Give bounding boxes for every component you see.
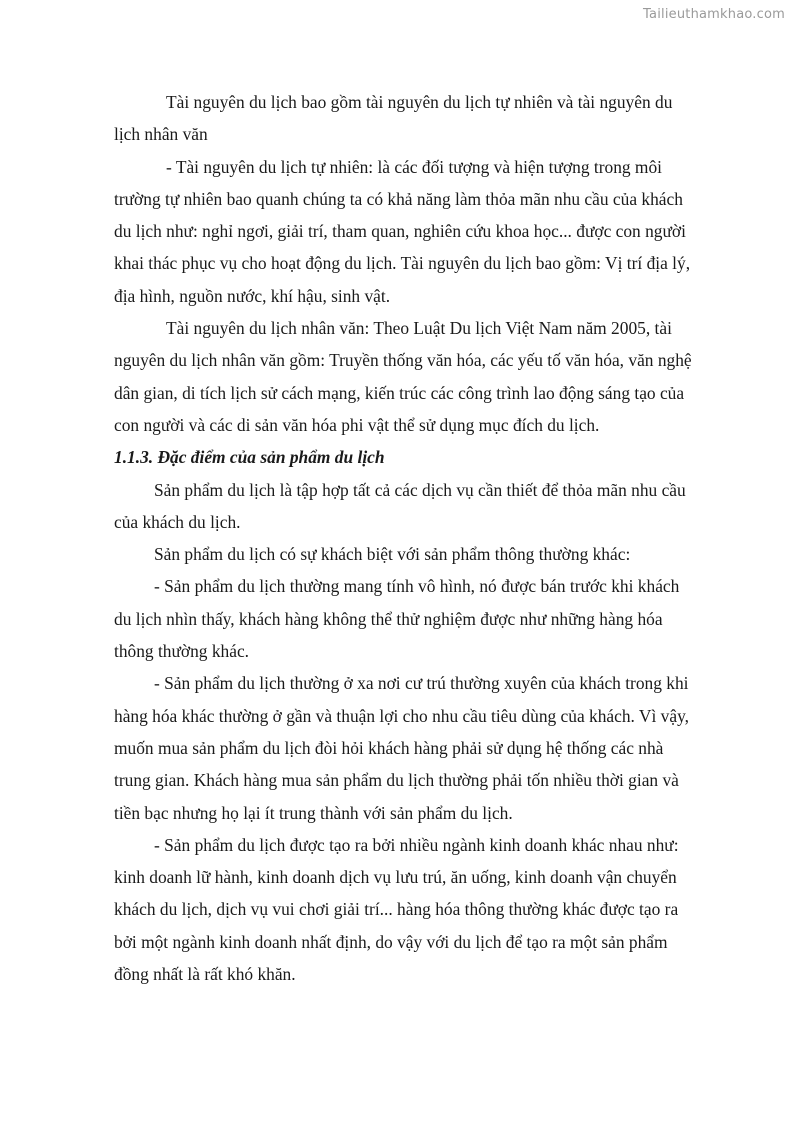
text-line: Tài nguyên du lịch nhân văn: Theo Luật Du lịch Việt Nam năm 2005, tài xyxy=(166,318,672,339)
text-line: kinh doanh lữ hành, kinh doanh dịch vụ lưu trú, ăn uống, kinh doanh vận chuyển xyxy=(114,867,677,888)
text-line: du lịch như: nghỉ ngơi, giải trí, tham quan, nghiên cứu khoa học... được con người xyxy=(114,221,686,242)
text-line: - Sản phẩm du lịch thường ở xa nơi cư trú thường xuyên của khách trong khi xyxy=(154,673,689,694)
text-line: con người và các di sản văn hóa phi vật thể sử dụng mục đích du lịch. xyxy=(114,414,600,435)
paragraph-tourism-resources-intro xyxy=(114,86,744,151)
paragraph-cultural-resources xyxy=(114,312,744,441)
text-line: địa hình, nguồn nước, khí hậu, sinh vật. xyxy=(114,285,391,306)
text-line: Sản phẩm du lịch có sự khách biệt với sản phẩm thông thường khác: xyxy=(154,544,631,565)
text-line: hàng hóa khác thường ở gần và thuận lợi cho nhu cầu tiêu dùng của khách. Vì vậy, xyxy=(114,705,690,726)
paragraph-product-definition xyxy=(114,474,744,539)
text-line: du lịch nhìn thấy, khách hàng không thể thử nghiệm được như những hàng hóa xyxy=(114,608,663,629)
paragraph-natural-resources xyxy=(114,151,744,312)
text-line: bởi một ngành kinh doanh nhất định, do vậy với du lịch để tạo ra một sản phẩm xyxy=(114,931,668,952)
text-line: Tài nguyên du lịch bao gồm tài nguyên du lịch tự nhiên và tài nguyên du xyxy=(166,92,673,112)
text-line: - Sản phẩm du lịch được tạo ra bởi nhiều ngành kinh doanh khác nhau như: xyxy=(154,834,679,855)
text-line: Sản phẩm du lịch là tập hợp tất cả các dịch vụ cần thiết để thỏa mãn nhu cầu xyxy=(154,479,686,500)
section-heading: 1.1.3. Đặc điểm của sản phẩm du lịch xyxy=(114,447,385,468)
document-body xyxy=(114,86,744,990)
text-line: muốn mua sản phẩm du lịch đòi hỏi khách hàng phải sử dụng hệ thống các nhà xyxy=(114,737,664,758)
paragraph-intangible xyxy=(114,570,744,667)
text-line: dân gian, di tích lịch sử cách mạng, kiến trúc các công trình lao động sáng tạo của xyxy=(114,382,685,403)
text-line: đồng nhất là rất khó khăn. xyxy=(114,964,296,985)
paragraph-product-difference xyxy=(114,538,744,570)
text-line: khách du lịch, dịch vụ vui chơi giải trí... hàng hóa thông thường khác được tạo ra xyxy=(114,899,679,920)
text-line: - Tài nguyên du lịch tự nhiên: là các đối tượng và hiện tượng trong môi xyxy=(166,156,662,177)
text-line: - Sản phẩm du lịch thường mang tính vô hình, nó được bán trước khi khách xyxy=(154,576,680,597)
text-line: của khách du lịch. xyxy=(114,511,241,532)
text-line: tiền bạc nhưng họ lại ít trung thành với sản phẩm du lịch. xyxy=(114,802,513,823)
paragraph-distance xyxy=(114,667,744,828)
watermark-text: Tailieuthamkhao.com xyxy=(643,7,785,22)
text-line: nguyên du lịch nhân văn gồm: Truyền thống văn hóa, các yếu tố văn hóa, văn nghệ xyxy=(114,350,692,371)
text-line: khai thác phục vụ cho hoạt động du lịch. Tài nguyên du lịch bao gồm: Vị trí địa lý, xyxy=(114,253,691,274)
text-line: trường tự nhiên bao quanh chúng ta có khả năng làm thỏa mãn nhu cầu của khách xyxy=(114,188,683,209)
text-line: thông thường khác. xyxy=(114,641,250,662)
text-line: lịch nhân văn xyxy=(114,124,208,145)
paragraph-multiple-industries xyxy=(114,829,744,990)
text-line: trung gian. Khách hàng mua sản phẩm du lịch thường phải tốn nhiều thời gian và xyxy=(114,770,679,791)
